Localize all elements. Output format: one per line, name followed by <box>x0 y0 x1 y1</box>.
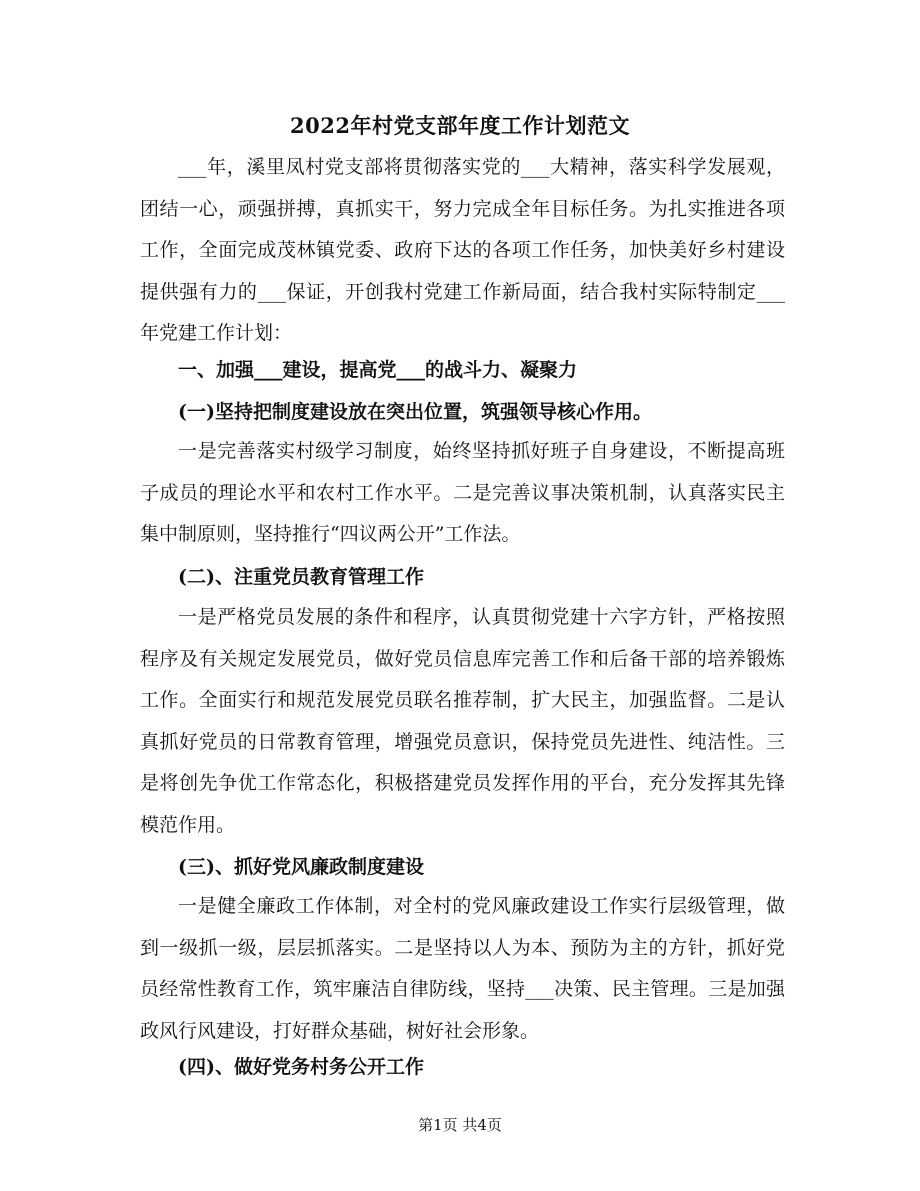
section-heading-1: 一、加强___建设，提高党___的战斗力、凝聚力 <box>178 359 578 381</box>
document-title: 2022年村党支部年度工作计划范文 <box>290 113 630 138</box>
subsection-paragraph-2: 一是严格党员发展的条件和程序，认真贯彻党建十六字方针，严格按照程序及有关规定发展党员，做好党员信息库完善工作和后备干部的培养锻炼工作。全面实行和规范发展党员联名推荐制，扩大民主，加强监督。二是认真抓好党员的日常教育管理，增强党员意识，保持党员先进性、纯洁性。三是将创先争优工作常态化，积极搭建党员发挥作用的平台，充分发挥其先锋模范作用。 <box>140 606 785 836</box>
subsection-heading-4: (四)、做好党务村务公开工作 <box>178 1056 424 1078</box>
subsection-heading-2: (二)、注重党员教育管理工作 <box>178 566 424 588</box>
subsection-paragraph-1: 一是完善落实村级学习制度，始终坚持抓好班子自身建设，不断提高班子成员的理论水平和农村工作水平。二是完善议事决策机制，认真落实民主集中制原则，坚持推行“四议两公开”工作法。 <box>140 440 785 545</box>
intro-paragraph: ___年，溪里凤村党支部将贯彻落实党的___大精神，落实科学发展观，团结一心，顽强拼搏，真抓实干，努力完成全年目标任务。为扎实推进各项工作，全面完成茂林镇党委、政府下达的各项工作任务，加快美好乡村建设提供强有力的___保证，开创我村党建工作新局面，结合我村实际特制定___年党建工作计划： <box>140 156 785 344</box>
subsection-paragraph-3: 一是健全廉政工作体制，对全村的党风廉政建设工作实行层级管理，做到一级抓一级，层层抓落实。二是坚持以人为本、预防为主的方针，抓好党员经常性教育工作，筑牢廉洁自律防线，坚持___决策、民主管理。三是加强政风行风建设，打好群众基础，树好社会形象。 <box>140 895 785 1042</box>
page-number: 第1页 共4页 <box>418 1116 502 1134</box>
subsection-heading-3: (三)、抓好党风廉政制度建设 <box>178 856 424 878</box>
subsection-heading-1: (一)坚持把制度建设放在突出位置，筑强领导核心作用。 <box>178 401 652 423</box>
